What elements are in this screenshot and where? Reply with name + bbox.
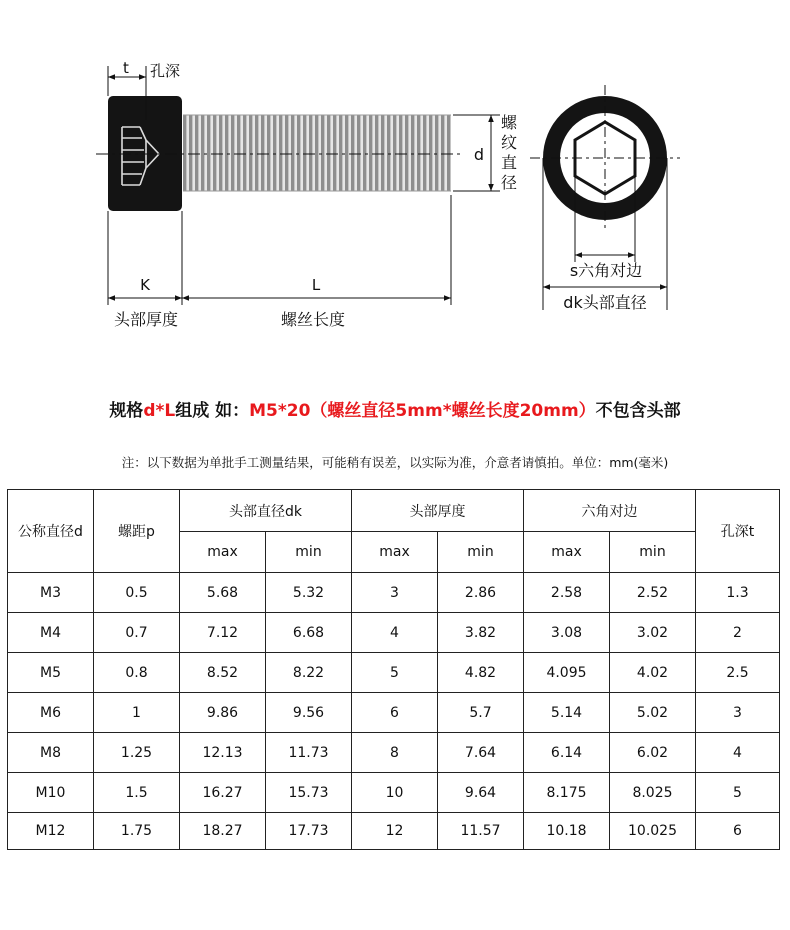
table-cell: 0.5 — [94, 573, 180, 613]
table-cell: 1.5 — [94, 773, 180, 813]
table-cell: 8.025 — [610, 773, 696, 813]
thread-diameter-char: 螺 — [500, 113, 518, 132]
measurement-note: 注：以下数据为单批手工测量结果，可能稍有误差，以实际为准，介意者请慎拍。单位：mm(毫米) — [121, 455, 669, 470]
table-cell: 9.56 — [266, 693, 352, 733]
header-head-diameter: 头部直径dk — [180, 490, 352, 532]
table-cell: 5 — [352, 653, 438, 693]
table-cell: 18.27 — [180, 813, 266, 850]
header-min: min — [610, 532, 696, 573]
table-cell: 5.7 — [438, 693, 524, 733]
table-cell: 5 — [696, 773, 780, 813]
table-row — [8, 573, 780, 613]
table-cell: 5.14 — [524, 693, 610, 733]
table-cell: 2.58 — [524, 573, 610, 613]
table-cell: 4.82 — [438, 653, 524, 693]
table-cell: 9.64 — [438, 773, 524, 813]
table-cell: M4 — [8, 613, 94, 653]
table-cell: 10.025 — [610, 813, 696, 850]
table-cell: 11.73 — [266, 733, 352, 773]
header-min: min — [438, 532, 524, 573]
table-cell: 3 — [352, 573, 438, 613]
table-cell: 1 — [94, 693, 180, 733]
table-cell: 7.64 — [438, 733, 524, 773]
table-cell: 1.3 — [696, 573, 780, 613]
d-label: d — [473, 145, 485, 164]
table-cell: 9.86 — [180, 693, 266, 733]
header-max: max — [352, 532, 438, 573]
table-cell: 8 — [352, 733, 438, 773]
table-cell: 5.32 — [266, 573, 352, 613]
table-cell: 4.02 — [610, 653, 696, 693]
header-nominal-diameter: 公称直径d — [8, 490, 94, 573]
table-cell: 0.8 — [94, 653, 180, 693]
thread-diameter-dimension — [453, 113, 518, 192]
table-row — [8, 613, 780, 653]
thread-diameter-char: 直 — [500, 153, 518, 172]
thread-length-label: 螺丝长度 — [280, 310, 346, 329]
table-cell: 2.5 — [696, 653, 780, 693]
header-hex-across-flats: 六角对边 — [524, 490, 696, 532]
table-cell: 6.68 — [266, 613, 352, 653]
table-cell: 1.25 — [94, 733, 180, 773]
table-cell: 4 — [696, 733, 780, 773]
thread-diameter-char: 径 — [500, 173, 518, 192]
s-label: s六角对边 — [569, 261, 643, 280]
spec-table — [7, 489, 780, 850]
table-cell: 10.18 — [524, 813, 610, 850]
table-cell: M8 — [8, 733, 94, 773]
l-label: L — [311, 276, 321, 294]
table-cell: 0.7 — [94, 613, 180, 653]
spec-prefix: 规格 — [109, 401, 144, 421]
table-cell: 3 — [696, 693, 780, 733]
head-thickness-label: 头部厚度 — [113, 310, 179, 329]
dk-label: dk头部直径 — [563, 293, 647, 312]
table-cell: 4.095 — [524, 653, 610, 693]
k-label: K — [140, 276, 150, 294]
table-cell: 11.57 — [438, 813, 524, 850]
header-min: min — [266, 532, 352, 573]
table-cell: 12 — [352, 813, 438, 850]
table-cell: 3.08 — [524, 613, 610, 653]
table-cell: 6 — [352, 693, 438, 733]
table-cell: 2.86 — [438, 573, 524, 613]
table-cell: 8.175 — [524, 773, 610, 813]
table-cell: 3.02 — [610, 613, 696, 653]
thread-diameter-char: 纹 — [500, 133, 518, 152]
table-row — [8, 693, 780, 733]
screw-head-end-view — [530, 85, 680, 312]
spec-middle: 组成 如： — [175, 401, 250, 421]
table-cell: 16.27 — [180, 773, 266, 813]
table-cell: 2.52 — [610, 573, 696, 613]
table-cell: M5 — [8, 653, 94, 693]
table-cell: M6 — [8, 693, 94, 733]
table-cell: 8.22 — [266, 653, 352, 693]
table-cell: M3 — [8, 573, 94, 613]
table-cell: M12 — [8, 813, 94, 850]
spec-format-line — [0, 396, 790, 421]
table-cell: 12.13 — [180, 733, 266, 773]
table-row — [8, 653, 780, 693]
header-max: max — [524, 532, 610, 573]
header-max: max — [180, 532, 266, 573]
table-cell: 4 — [352, 613, 438, 653]
screw-dimension-diagram — [0, 0, 790, 380]
table-row — [8, 773, 780, 813]
table-cell: M10 — [8, 773, 94, 813]
table-cell: 5.02 — [610, 693, 696, 733]
table-cell: 7.12 — [180, 613, 266, 653]
spec-suffix: 不包含头部 — [595, 401, 681, 421]
t-label: t — [123, 59, 129, 77]
hole-depth-label: 孔深 — [150, 62, 181, 80]
table-cell: 17.73 — [266, 813, 352, 850]
table-cell: 10 — [352, 773, 438, 813]
table-cell: 15.73 — [266, 773, 352, 813]
table-cell: 6.02 — [610, 733, 696, 773]
header-hole-depth: 孔深t — [696, 490, 780, 573]
table-cell: 8.52 — [180, 653, 266, 693]
table-cell: 6 — [696, 813, 780, 850]
table-cell: 5.68 — [180, 573, 266, 613]
screw-thread-shank — [183, 115, 451, 191]
header-head-thickness: 头部厚度 — [352, 490, 524, 532]
table-cell: 6.14 — [524, 733, 610, 773]
spec-dl: d*L — [143, 401, 176, 421]
spec-example: M5*20（螺丝直径5mm*螺丝长度20mm） — [249, 401, 596, 421]
table-cell: 1.75 — [94, 813, 180, 850]
header-pitch: 螺距p — [94, 490, 180, 573]
length-dimensions — [108, 195, 451, 329]
table-cell: 3.82 — [438, 613, 524, 653]
table-cell: 2 — [696, 613, 780, 653]
table-row — [8, 813, 780, 850]
table-row — [8, 733, 780, 773]
